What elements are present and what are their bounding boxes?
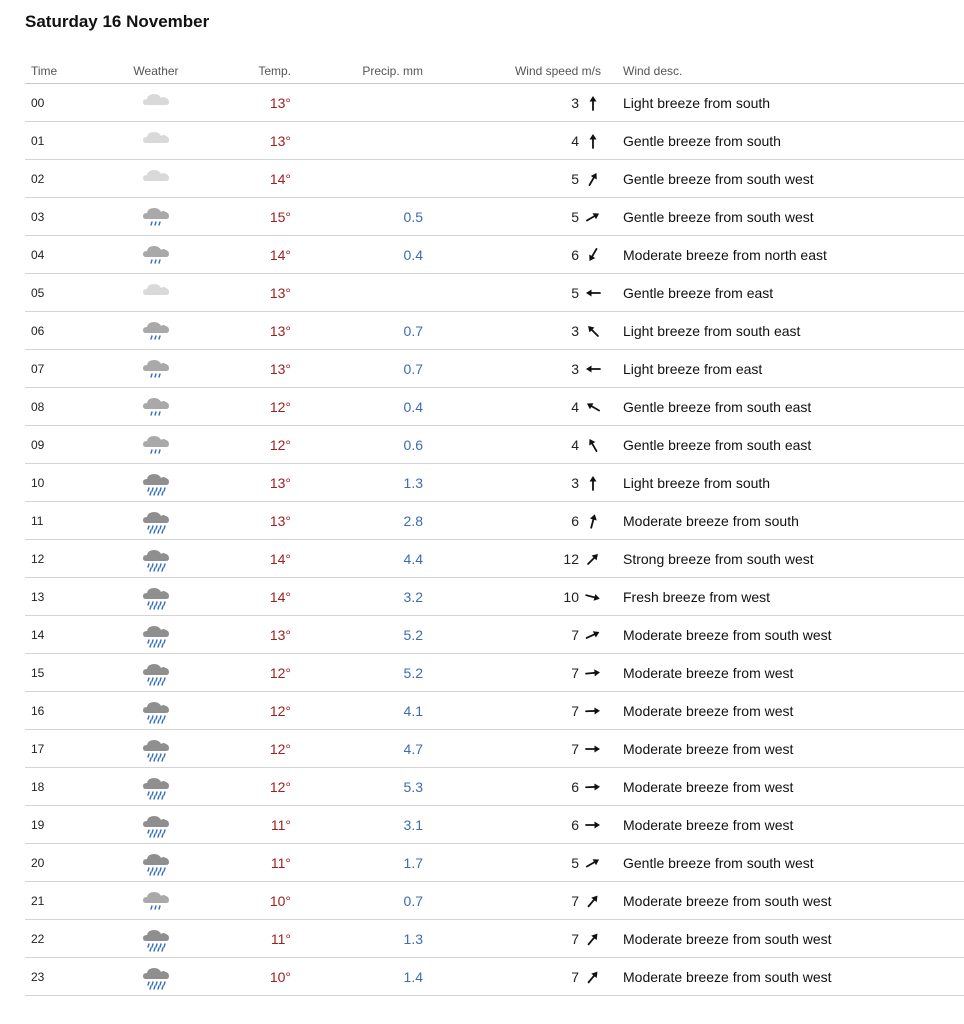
- weather-cell: [106, 806, 206, 844]
- time-cell: 14: [25, 616, 106, 654]
- cloud-light-rain-icon: [140, 397, 172, 413]
- wind-direction-arrow-icon: [585, 361, 601, 377]
- table-row: [25, 578, 964, 616]
- precip-cell: [291, 160, 423, 198]
- weather-cell: [106, 540, 206, 578]
- wind-speed-value: 7: [571, 664, 579, 681]
- wind-desc-cell: Moderate breeze from west: [601, 654, 964, 692]
- wind-direction-arrow-icon: [585, 703, 601, 719]
- temp-cell: 14°: [206, 236, 291, 274]
- time-cell: 10: [25, 464, 106, 502]
- wind-speed-value: 7: [571, 930, 579, 947]
- temp-cell: 12°: [206, 768, 291, 806]
- wind-speed-cell: [423, 654, 601, 692]
- time-cell: 04: [25, 236, 106, 274]
- precip-cell: 5.2: [291, 654, 423, 692]
- weather-cell: [106, 730, 206, 768]
- wind-speed-cell: [423, 84, 601, 122]
- wind-speed-cell: [423, 388, 601, 426]
- wind-speed-cell: [423, 578, 601, 616]
- wind-speed-cell: [423, 464, 601, 502]
- cloud-rain-icon: [140, 549, 172, 565]
- temp-cell: 13°: [206, 312, 291, 350]
- wind-direction-arrow-icon: [585, 551, 601, 567]
- cloud-rain-icon: [140, 853, 172, 869]
- cloud-rain-icon: [140, 625, 172, 641]
- table-row: [25, 198, 964, 236]
- wind-desc-cell: Moderate breeze from south west: [601, 882, 964, 920]
- weather-cell: [106, 426, 206, 464]
- wind-direction-arrow-icon: [585, 247, 601, 263]
- wind-direction-arrow-icon: [585, 741, 601, 757]
- wind-speed-value: 7: [571, 968, 579, 985]
- precip-cell: 3.2: [291, 578, 423, 616]
- hourly-forecast-table: [25, 58, 964, 996]
- time-cell: 01: [25, 122, 106, 160]
- wind-direction-arrow-icon: [585, 475, 601, 491]
- table-row: [25, 464, 964, 502]
- wind-direction-arrow-icon: [585, 969, 601, 985]
- wind-speed-value: 4: [571, 132, 579, 149]
- weather-cell: [106, 882, 206, 920]
- time-cell: 07: [25, 350, 106, 388]
- wind-speed-cell: [423, 350, 601, 388]
- table-row: [25, 84, 964, 122]
- wind-desc-cell: Moderate breeze from west: [601, 730, 964, 768]
- wind-direction-arrow-icon: [585, 665, 601, 681]
- wind-desc-cell: Gentle breeze from south west: [601, 160, 964, 198]
- temp-cell: 13°: [206, 84, 291, 122]
- wind-speed-value: 5: [571, 208, 579, 225]
- weather-cell: [106, 578, 206, 616]
- time-cell: 16: [25, 692, 106, 730]
- wind-desc-cell: Gentle breeze from south east: [601, 426, 964, 464]
- precip-cell: 0.7: [291, 350, 423, 388]
- cloud-rain-icon: [140, 587, 172, 603]
- wind-desc-cell: Moderate breeze from west: [601, 806, 964, 844]
- precip-cell: 4.4: [291, 540, 423, 578]
- time-cell: 00: [25, 84, 106, 122]
- weather-cell: [106, 312, 206, 350]
- temp-cell: 11°: [206, 920, 291, 958]
- cloud-light-rain-icon: [140, 245, 172, 261]
- cloud-icon: [140, 131, 172, 147]
- wind-direction-arrow-icon: [585, 855, 601, 871]
- wind-direction-arrow-icon: [585, 133, 601, 149]
- temp-cell: 13°: [206, 274, 291, 312]
- wind-speed-value: 12: [563, 550, 579, 567]
- time-cell: 19: [25, 806, 106, 844]
- temp-cell: 14°: [206, 578, 291, 616]
- weather-cell: [106, 236, 206, 274]
- table-row: [25, 768, 964, 806]
- table-row: [25, 502, 964, 540]
- precip-cell: 0.7: [291, 312, 423, 350]
- precip-cell: 1.3: [291, 464, 423, 502]
- precip-cell: 1.4: [291, 958, 423, 996]
- wind-speed-value: 6: [571, 816, 579, 833]
- wind-direction-arrow-icon: [585, 779, 601, 795]
- cloud-light-rain-icon: [140, 321, 172, 337]
- wind-speed-cell: [423, 692, 601, 730]
- temp-cell: 12°: [206, 388, 291, 426]
- wind-speed-cell: [423, 844, 601, 882]
- header-temp: Temp.: [206, 58, 291, 84]
- wind-speed-value: 3: [571, 94, 579, 111]
- time-cell: 09: [25, 426, 106, 464]
- wind-speed-cell: [423, 502, 601, 540]
- table-row: [25, 958, 964, 996]
- wind-direction-arrow-icon: [585, 285, 601, 301]
- time-cell: 22: [25, 920, 106, 958]
- precip-cell: 4.7: [291, 730, 423, 768]
- temp-cell: 11°: [206, 806, 291, 844]
- time-cell: 13: [25, 578, 106, 616]
- wind-speed-value: 7: [571, 892, 579, 909]
- precip-cell: 4.1: [291, 692, 423, 730]
- wind-speed-value: 3: [571, 474, 579, 491]
- wind-desc-cell: Light breeze from south: [601, 84, 964, 122]
- wind-desc-cell: Gentle breeze from south west: [601, 844, 964, 882]
- page-title: Saturday 16 November: [25, 12, 210, 31]
- wind-direction-arrow-icon: [585, 893, 601, 909]
- weather-cell: [106, 122, 206, 160]
- wind-speed-value: 10: [563, 588, 579, 605]
- wind-direction-arrow-icon: [585, 171, 601, 187]
- cloud-icon: [140, 169, 172, 185]
- precip-cell: 5.2: [291, 616, 423, 654]
- cloud-rain-icon: [140, 701, 172, 717]
- time-cell: 11: [25, 502, 106, 540]
- time-cell: 18: [25, 768, 106, 806]
- wind-speed-cell: [423, 274, 601, 312]
- wind-desc-cell: Moderate breeze from north east: [601, 236, 964, 274]
- table-row: [25, 882, 964, 920]
- weather-cell: [106, 84, 206, 122]
- time-cell: 08: [25, 388, 106, 426]
- header-wind-speed: Wind speed m/s: [423, 58, 601, 84]
- temp-cell: 11°: [206, 844, 291, 882]
- table-row: [25, 236, 964, 274]
- wind-speed-cell: [423, 882, 601, 920]
- wind-speed-cell: [423, 616, 601, 654]
- wind-speed-value: 5: [571, 284, 579, 301]
- wind-desc-cell: Gentle breeze from east: [601, 274, 964, 312]
- precip-cell: 3.1: [291, 806, 423, 844]
- weather-cell: [106, 160, 206, 198]
- precip-cell: 0.4: [291, 236, 423, 274]
- wind-speed-cell: [423, 920, 601, 958]
- precip-cell: 0.6: [291, 426, 423, 464]
- wind-speed-value: 3: [571, 360, 579, 377]
- wind-speed-value: 4: [571, 436, 579, 453]
- time-cell: 02: [25, 160, 106, 198]
- table-row: [25, 844, 964, 882]
- temp-cell: 14°: [206, 540, 291, 578]
- wind-speed-cell: [423, 236, 601, 274]
- precip-cell: 1.3: [291, 920, 423, 958]
- wind-direction-arrow-icon: [585, 209, 601, 225]
- wind-speed-cell: [423, 122, 601, 160]
- time-cell: 20: [25, 844, 106, 882]
- header-wind-desc: Wind desc.: [601, 58, 964, 84]
- temp-cell: 10°: [206, 958, 291, 996]
- header-precip: Precip. mm: [291, 58, 423, 84]
- wind-desc-cell: Strong breeze from south west: [601, 540, 964, 578]
- wind-desc-cell: Moderate breeze from south west: [601, 616, 964, 654]
- temp-cell: 13°: [206, 122, 291, 160]
- table-row: [25, 312, 964, 350]
- wind-speed-value: 6: [571, 512, 579, 529]
- time-cell: 03: [25, 198, 106, 236]
- table-row: [25, 692, 964, 730]
- wind-speed-cell: [423, 540, 601, 578]
- cloud-rain-icon: [140, 663, 172, 679]
- wind-speed-value: 6: [571, 778, 579, 795]
- table-row: [25, 654, 964, 692]
- wind-speed-value: 7: [571, 740, 579, 757]
- precip-cell: 0.4: [291, 388, 423, 426]
- weather-cell: [106, 654, 206, 692]
- weather-cell: [106, 350, 206, 388]
- wind-speed-cell: [423, 198, 601, 236]
- wind-desc-cell: Moderate breeze from south west: [601, 920, 964, 958]
- temp-cell: 12°: [206, 692, 291, 730]
- time-cell: 12: [25, 540, 106, 578]
- header-weather: Weather: [106, 58, 206, 84]
- wind-direction-arrow-icon: [585, 589, 601, 605]
- table-body: [25, 84, 964, 996]
- wind-desc-cell: Moderate breeze from west: [601, 692, 964, 730]
- wind-speed-value: 3: [571, 322, 579, 339]
- time-cell: 23: [25, 958, 106, 996]
- weather-cell: [106, 274, 206, 312]
- precip-cell: [291, 84, 423, 122]
- wind-speed-value: 7: [571, 702, 579, 719]
- weather-cell: [106, 464, 206, 502]
- cloud-rain-icon: [140, 739, 172, 755]
- temp-cell: 13°: [206, 616, 291, 654]
- wind-speed-value: 4: [571, 398, 579, 415]
- wind-speed-cell: [423, 160, 601, 198]
- wind-speed-cell: [423, 806, 601, 844]
- cloud-light-rain-icon: [140, 359, 172, 375]
- table-row: [25, 350, 964, 388]
- wind-speed-cell: [423, 426, 601, 464]
- wind-speed-value: 6: [571, 246, 579, 263]
- wind-desc-cell: Light breeze from south: [601, 464, 964, 502]
- temp-cell: 12°: [206, 654, 291, 692]
- cloud-rain-icon: [140, 815, 172, 831]
- cloud-light-rain-icon: [140, 207, 172, 223]
- time-cell: 17: [25, 730, 106, 768]
- header-time: Time: [25, 58, 106, 84]
- time-cell: 06: [25, 312, 106, 350]
- weather-cell: [106, 920, 206, 958]
- temp-cell: 14°: [206, 160, 291, 198]
- wind-desc-cell: Light breeze from east: [601, 350, 964, 388]
- temp-cell: 13°: [206, 350, 291, 388]
- wind-desc-cell: Moderate breeze from west: [601, 768, 964, 806]
- wind-speed-value: 5: [571, 170, 579, 187]
- precip-cell: 0.5: [291, 198, 423, 236]
- wind-desc-cell: Moderate breeze from south: [601, 502, 964, 540]
- precip-cell: 1.7: [291, 844, 423, 882]
- cloud-rain-icon: [140, 777, 172, 793]
- wind-desc-cell: Fresh breeze from west: [601, 578, 964, 616]
- precip-cell: 2.8: [291, 502, 423, 540]
- time-cell: 21: [25, 882, 106, 920]
- wind-desc-cell: Gentle breeze from south east: [601, 388, 964, 426]
- table-row: [25, 388, 964, 426]
- wind-direction-arrow-icon: [585, 437, 601, 453]
- table-row: [25, 730, 964, 768]
- wind-direction-arrow-icon: [585, 95, 601, 111]
- table-row: [25, 806, 964, 844]
- wind-direction-arrow-icon: [585, 323, 601, 339]
- weather-cell: [106, 198, 206, 236]
- table-row: [25, 540, 964, 578]
- cloud-light-rain-icon: [140, 891, 172, 907]
- cloud-icon: [140, 93, 172, 109]
- table-row: [25, 160, 964, 198]
- weather-cell: [106, 388, 206, 426]
- wind-desc-cell: Moderate breeze from south west: [601, 958, 964, 996]
- cloud-rain-icon: [140, 473, 172, 489]
- wind-desc-cell: Gentle breeze from south: [601, 122, 964, 160]
- weather-cell: [106, 844, 206, 882]
- wind-speed-cell: [423, 958, 601, 996]
- temp-cell: 12°: [206, 426, 291, 464]
- wind-speed-cell: [423, 730, 601, 768]
- wind-direction-arrow-icon: [585, 817, 601, 833]
- temp-cell: 12°: [206, 730, 291, 768]
- precip-cell: 5.3: [291, 768, 423, 806]
- cloud-light-rain-icon: [140, 435, 172, 451]
- cloud-rain-icon: [140, 967, 172, 983]
- weather-cell: [106, 502, 206, 540]
- wind-desc-cell: Gentle breeze from south west: [601, 198, 964, 236]
- time-cell: 05: [25, 274, 106, 312]
- table-header-row: [25, 58, 964, 84]
- temp-cell: 10°: [206, 882, 291, 920]
- wind-speed-cell: [423, 312, 601, 350]
- table-row: [25, 426, 964, 464]
- temp-cell: 13°: [206, 502, 291, 540]
- wind-speed-cell: [423, 768, 601, 806]
- precip-cell: [291, 274, 423, 312]
- weather-cell: [106, 616, 206, 654]
- table-row: [25, 920, 964, 958]
- time-cell: 15: [25, 654, 106, 692]
- wind-speed-value: 5: [571, 854, 579, 871]
- wind-direction-arrow-icon: [585, 627, 601, 643]
- table-row: [25, 274, 964, 312]
- wind-direction-arrow-icon: [585, 399, 601, 415]
- temp-cell: 13°: [206, 464, 291, 502]
- cloud-rain-icon: [140, 929, 172, 945]
- wind-speed-value: 7: [571, 626, 579, 643]
- wind-direction-arrow-icon: [585, 513, 601, 529]
- weather-cell: [106, 768, 206, 806]
- temp-cell: 15°: [206, 198, 291, 236]
- cloud-rain-icon: [140, 511, 172, 527]
- wind-direction-arrow-icon: [585, 931, 601, 947]
- wind-desc-cell: Light breeze from south east: [601, 312, 964, 350]
- table-row: [25, 616, 964, 654]
- weather-cell: [106, 692, 206, 730]
- precip-cell: [291, 122, 423, 160]
- precip-cell: 0.7: [291, 882, 423, 920]
- table-row: [25, 122, 964, 160]
- cloud-icon: [140, 283, 172, 299]
- weather-cell: [106, 958, 206, 996]
